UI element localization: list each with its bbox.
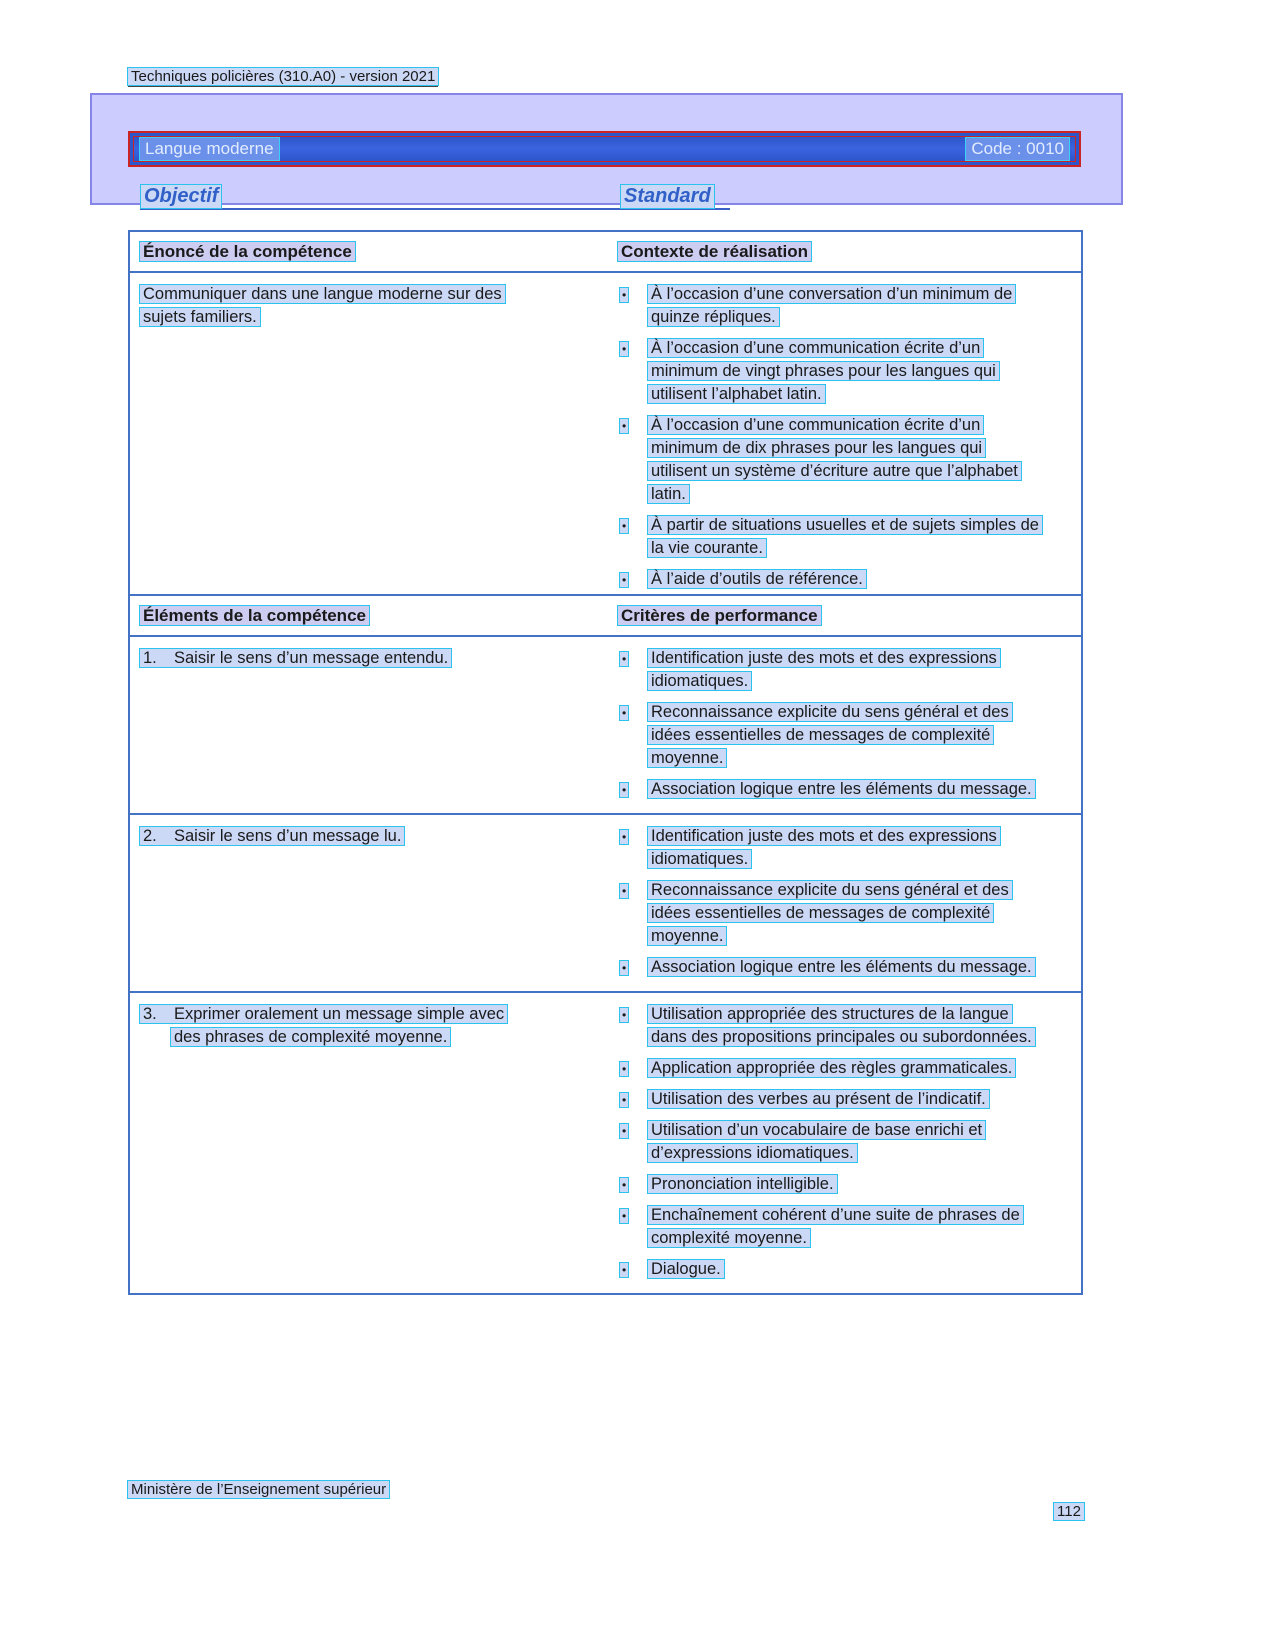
element-row-1 [130,637,1081,813]
bullet-text: Association logique entre les éléments du message. [647,779,1036,799]
bullet-item [617,283,1067,329]
bullet-text: Utilisation appropriée des structures de la langue dans des propositions principales ou subordonnées. [647,1004,1036,1047]
bullet-icon: • [619,341,629,357]
course-code: Code : 0010 [965,137,1070,161]
bullet-item [617,414,1067,506]
column-header-elements: Éléments de la compétence [139,605,370,626]
header-title: Techniques policières (310.A0) - version 2021 [127,67,439,86]
element-row-3 [130,991,1081,1293]
bullet-icon: • [619,782,629,798]
table-row [130,273,1081,603]
bullet-icon: • [619,518,629,534]
document-header [127,68,439,85]
bullet-text: Association logique entre les éléments du message. [647,957,1036,977]
bullet-text: Reconnaissance explicite du sens général et des idées essentielles de messages de complexité moyenne. [647,880,1013,946]
bullet-item [617,1003,1067,1049]
bullet-text: À l’occasion d’une conversation d’un minimum de quinze répliques. [647,284,1016,327]
bullet-item [617,825,1067,871]
element-text: Saisir le sens d’un message lu. [174,827,402,845]
bullet-text: Utilisation d’un vocabulaire de base enrichi et d’expressions idiomatiques. [647,1120,986,1163]
bullet-item [617,514,1067,560]
bullet-item [617,337,1067,406]
footer-title: Ministère de l’Enseignement supérieur [127,1480,390,1499]
bullet-text: Enchaînement cohérent d’une suite de phrases de complexité moyenne. [647,1205,1024,1248]
bullet-item [617,956,1067,979]
element-number: 3. [143,1005,157,1023]
element-text: Exprimer oralement un message simple avec des phrases de complexité moyenne. [174,1005,505,1046]
bullet-text: Dialogue. [647,1259,725,1279]
bullet-icon: • [619,418,629,434]
bullet-item [617,1173,1067,1196]
table2-header-row [130,596,1081,637]
element-text: Saisir le sens d’un message entendu. [174,649,449,667]
bullet-text: Identification juste des mots et des expressions idiomatiques. [647,648,1001,691]
criteres-bullet-list [617,1003,1067,1281]
bullet-text: Application appropriée des règles grammaticales. [647,1058,1016,1078]
bullet-icon: • [619,1092,629,1108]
bullet-item [617,568,1067,591]
competence-statement: Communiquer dans une langue moderne sur des sujets familiers. [139,284,506,327]
bullet-item [617,778,1067,801]
bullet-icon: • [619,1262,629,1278]
bullet-icon: • [619,1177,629,1193]
bullet-icon: • [619,960,629,976]
bullet-icon: • [619,1061,629,1077]
bullet-item [617,701,1067,770]
bullet-text: À l’aide d’outils de référence. [647,569,867,589]
bullet-icon: • [619,705,629,721]
standard-heading: Standard [620,184,715,209]
bullet-item [617,1258,1067,1281]
section-headings [140,184,730,210]
element-number: 2. [143,827,157,845]
bullet-text: À partir de situations usuelles et de sujets simples de la vie courante. [647,515,1043,558]
enonce-table [128,230,1083,605]
document-footer [127,1481,390,1498]
bullet-text: Utilisation des verbes au présent de l’indicatif. [647,1089,990,1109]
objectif-heading: Objectif [140,184,222,209]
bullet-icon: • [619,1007,629,1023]
column-header-contexte: Contexte de réalisation [617,241,812,262]
contexte-bullet-list [617,283,1067,591]
criteres-bullet-list [617,825,1067,979]
table1-header-row [130,232,1081,273]
bullet-text: À l’occasion d’une communication écrite d’un minimum de dix phrases pour les langues qui utilisent un système d’écriture autre que l’alphabet latin. [647,415,1022,504]
bullet-text: Prononciation intelligible. [647,1174,838,1194]
element-number: 1. [143,649,157,667]
bullet-icon: • [619,572,629,588]
bullet-icon: • [619,1123,629,1139]
column-header-enonce: Énoncé de la compétence [139,241,356,262]
bullet-item [617,1119,1067,1165]
bullet-item [617,1204,1067,1250]
page-number-container [1053,1503,1085,1520]
bullet-item [617,1088,1067,1111]
criteres-bullet-list [617,647,1067,801]
course-banner [128,131,1081,167]
elements-table [128,594,1083,1295]
bullet-icon: • [619,287,629,303]
bullet-text: Reconnaissance explicite du sens général et des idées essentielles de messages de complexité moyenne. [647,702,1013,768]
course-title: Langue moderne [139,137,280,161]
bullet-icon: • [619,829,629,845]
bullet-icon: • [619,1208,629,1224]
column-header-criteres: Critères de performance [617,605,822,626]
bullet-item [617,1057,1067,1080]
element-row-2 [130,813,1081,991]
page-number: 112 [1053,1502,1085,1521]
bullet-item [617,879,1067,948]
bullet-icon: • [619,883,629,899]
bullet-text: Identification juste des mots et des expressions idiomatiques. [647,826,1001,869]
bullet-text: À l’occasion d’une communication écrite d’un minimum de vingt phrases pour les langues qui utilisent l’alphabet latin. [647,338,1000,404]
bullet-item [617,647,1067,693]
bullet-icon: • [619,651,629,667]
